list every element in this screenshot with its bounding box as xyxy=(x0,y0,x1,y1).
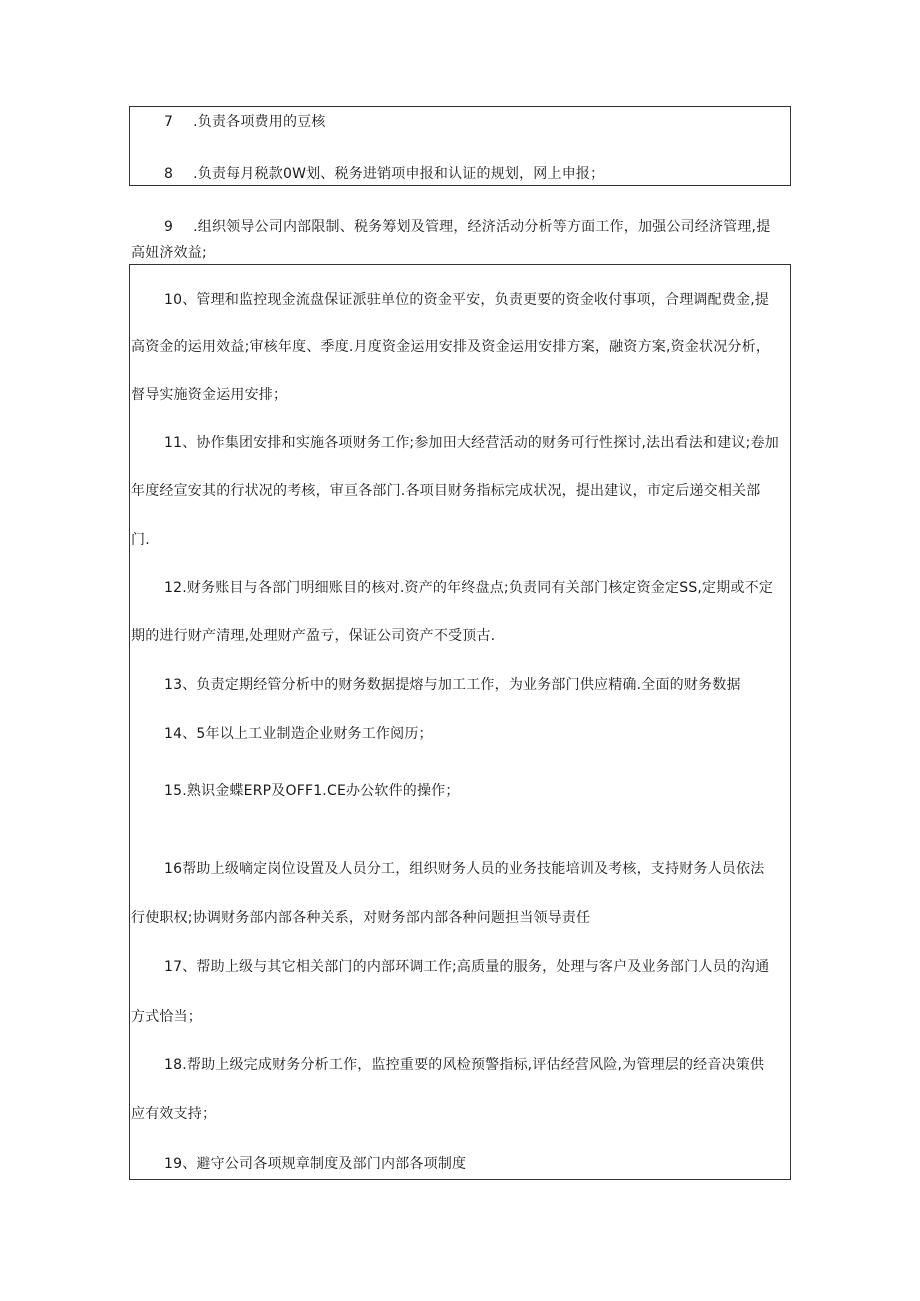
paragraph-line: 方式恰当； xyxy=(131,1009,202,1025)
paragraph-line: 12.财务账目与各部门明细账目的核对.资产的年终盘点;负责同有关部门核定资金定SS,定期或不定 xyxy=(164,580,774,596)
item-text: .负责各项费用的豆核 xyxy=(193,114,326,130)
paragraph-line: 16帮助上级嘀定岗位设置及人员分工，组织财务人员的业务技能培训及考核，支持财务人员依法 xyxy=(164,861,765,877)
paragraph-line: 14、5年以上工业制造企业财务工作阅历； xyxy=(164,726,433,742)
list-item xyxy=(164,218,770,236)
paragraph-line: 19、避守公司各项规章制度及部门内部各项制度 xyxy=(164,1156,467,1172)
paragraph-line: 应有效支持； xyxy=(131,1106,217,1122)
list-item xyxy=(164,165,604,183)
list-item xyxy=(164,113,326,131)
item-number: 8 xyxy=(164,166,174,182)
paragraph-line: 高资金的运用效益;审核年度、季度.月度资金运用安排及资金运用安排方案，融资方案,资金状况分析， xyxy=(131,339,771,355)
paragraph-line: 年度经宣安其的行状况的考核，审亘各部门.各项目财务指标完成状况，提出建议，市定后递交相关部 xyxy=(131,483,761,499)
paragraph-line: 13、负责定期经管分析中的财务数据提熔与加工工作，为业务部门供应精确.全面的财务数据 xyxy=(164,677,741,693)
paragraph-line: 督导实施资金运用安排； xyxy=(131,387,288,403)
item-number: 9 xyxy=(164,219,174,235)
list-item-continuation xyxy=(131,244,207,262)
paragraph-line: 11、协作集团安排和实施各项财务工作;参加田大经营活动的财务可行性探讨,法出看法和建议;卷加 xyxy=(164,435,779,451)
paragraph-line: 18.帮助上级完成财务分析工作，监控重要的风检预警指标,评估经营风险,为管理层的经音决策供 xyxy=(164,1057,765,1073)
item-text: .负责每月税款0W划、税务进销项申报和认证的规划，网上申报； xyxy=(193,166,605,182)
paragraph-line: 门. xyxy=(131,532,150,548)
item-text: .组织领导公司内部限制、税务筹划及管理，经济活动分析等方面工作，加强公司经济管理,提 xyxy=(193,219,771,235)
paragraph-line: 15.熟识金蝶ERP及OFF1.CE办公软件的操作； xyxy=(164,783,460,799)
item-number: 7 xyxy=(164,114,174,130)
paragraph-line: 行使职权;协调财务部内部各种关系，对财务部内部各种问题担当领导责任 xyxy=(131,910,591,926)
paragraph-line: 10、管理和监控现金流盘保证派驻单位的资金平安，负责更要的资金收付事项，合理调配费金,提 xyxy=(164,292,770,308)
item-text: 高妞济效益; xyxy=(131,245,207,261)
paragraph-line: 期的进行财产清理,处理财产盈亏，保证公司资产不受顶古. xyxy=(131,628,496,644)
paragraph-line: 17、帮助上级与其它相关部门的内部环调工作;高质量的服务，处理与客户及业务部门人员的沟通 xyxy=(164,959,770,975)
